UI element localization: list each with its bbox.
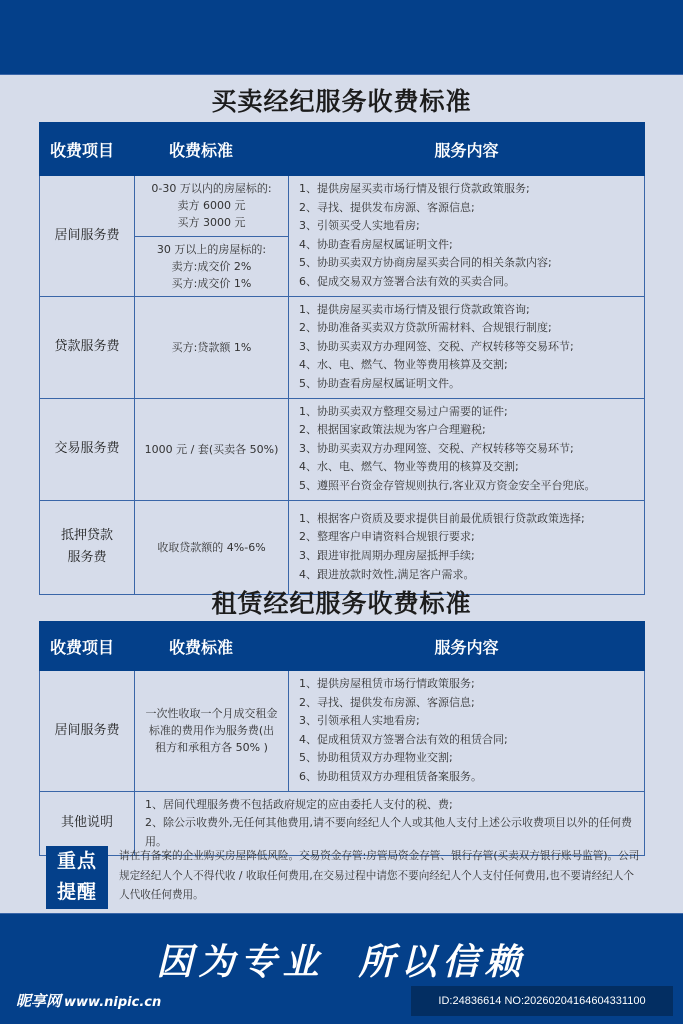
table-row [40,398,645,500]
service-content [289,500,645,594]
watermark-brand: 昵享网 [16,992,62,1010]
fee-item: 居间服务费 [40,671,135,792]
sale-fee-table [39,122,645,595]
header-fee-item: 收费项目 [40,622,135,671]
service-line: 1、提供房屋买卖市场行情及银行贷款政策咨询; [299,302,530,316]
footer-banner [0,913,683,1024]
service-line: 3、协助买卖双方办理网签、交税、产权转移等交易环节; [299,441,574,455]
fee-item-line: 服务费 [67,550,107,565]
service-content [289,176,645,297]
header-fee-item: 收费项目 [40,123,135,176]
top-banner [0,0,683,75]
rent-fee-table [39,621,645,856]
service-line: 2、寻找、提供发布房源、客源信息; [299,695,475,709]
fee-item: 居间服务费 [40,176,135,297]
service-line: 1、协助买卖双方整理交易过户需要的证件; [299,404,508,418]
service-line: 4、跟进放款时效性,满足客户需求。 [299,567,475,581]
service-line: 4、水、电、燃气、物业等费用的核算及交割; [299,460,519,474]
reminder-badge-line: 提醒 [56,881,97,903]
standard-line: 30 万以上的房屋标的: [156,242,267,256]
service-content [289,296,645,398]
service-line: 2、整理客户申请资料合规银行要求; [299,530,475,544]
fee-item [40,500,135,594]
fee-standard: 1000 元 / 套(买卖各 50%) [135,398,289,500]
slogan-part: 所以信赖 [358,941,527,983]
standard-line: 买方:成交价 1% [171,276,252,290]
table-row [40,500,645,594]
rent-section-title: 租赁经纪服务收费标准 [211,589,472,618]
service-line: 5、协助查看房屋权属证明文件。 [299,376,460,390]
watermark-id: ID:24836614 NO:20260204164604331100 [411,986,673,1016]
service-line: 1、提供房屋买卖市场行情及银行贷款政策服务; [299,182,530,195]
header-fee-standard: 收费标准 [135,622,289,671]
standard-line: 卖方:成交价 2% [171,259,252,273]
service-line: 5、协助买卖双方协商房屋买卖合同的相关条款内容; [299,256,552,270]
note-line: 2、除公示收费外,无任何其他费用,请不要向经纪人个人或其他人支付上述公示收费项目以外的任何费用。 [145,816,632,848]
slogan [0,934,683,985]
header-service-content: 服务内容 [289,123,645,176]
service-line: 3、跟进审批周期办理房屋抵押手续; [299,549,475,562]
fee-standard: 收取贷款额的 4%-6% [135,500,289,594]
notes-label: 其他说明 [40,791,135,856]
service-line: 4、协助查看房屋权属证明文件; [299,237,453,251]
standard-line: 0-30 万以内的房屋标的: [151,182,272,196]
fee-item: 贷款服务费 [40,296,135,398]
standard-line: 一次性收取一个月成交租金 [145,707,278,721]
fee-standard [135,176,289,237]
watermark-url: www.nipic.cn [64,995,162,1010]
service-content [289,398,645,500]
standard-line: 卖方 6000 元 [177,199,246,213]
sale-section-title: 买卖经纪服务收费标准 [211,87,472,116]
reminder-box [39,845,644,911]
reminder-badge [46,846,108,909]
service-line: 2、寻找、提供发布房源、客源信息; [299,200,475,214]
service-line: 2、协助准备买卖双方贷款所需材料、合规银行制度; [299,321,552,335]
standard-line: 买方 3000 元 [177,216,246,230]
standard-line: 租方和承租方各 50% ) [155,741,268,755]
fee-standard [135,236,289,296]
note-line: 1、居间代理服务费不包括政府规定的应由委托人支付的税、费; [145,797,453,811]
table-row [40,671,645,792]
fee-item: 交易服务费 [40,398,135,500]
service-line: 4、水、电、燃气、物业等费用核算及交割; [299,358,508,372]
service-line: 1、根据客户资质及要求提供目前最优质银行贷款政策选择; [299,511,585,525]
service-line: 1、提供房屋租赁市场行情政策服务; [299,677,475,690]
service-line: 3、引领买受人实地看房; [299,219,420,233]
slogan-part: 因为专业 [156,941,325,983]
reminder-badge-line: 重点 [56,850,97,872]
header-service-content: 服务内容 [289,622,645,671]
service-line: 6、协助租赁双方办理租赁备案服务。 [299,769,482,783]
fee-standard: 买方:贷款额 1% [135,296,289,398]
service-line: 5、遵照平台资金存管规则执行,客业双方资金安全平台兜底。 [299,478,596,492]
table-header-row [40,622,645,671]
service-line: 3、引领承租人实地看房; [299,714,420,728]
table-row [40,176,645,237]
header-fee-standard: 收费标准 [135,123,289,176]
table-header-row [40,123,645,176]
reminder-text: 请在有备案的企业购买房屋降低风险。交易资金存管:房管局资金存管、银行存管(买卖双方银行账号监管)。公司规定经纪人个人不得代收 / 收取任何费用,在交易过程中请您不要向经纪人个人支付任何费用,也不要请经纪人个人代收任何费用。 [119,850,640,901]
fee-standard [135,671,289,792]
fee-item-line: 抵押贷款 [60,528,113,543]
service-line: 6、促成交易双方签署合法有效的买卖合同。 [299,274,515,288]
service-line: 4、促成租赁双方签署合法有效的租赁合同; [299,732,508,746]
table-row [40,296,645,398]
service-line: 3、协助买卖双方办理网签、交税、产权转移等交易环节; [299,339,574,353]
service-content [289,671,645,792]
watermark-logo [16,990,161,1011]
service-line: 5、协助租赁双方办理物业交割; [299,751,453,765]
service-line: 2、根据国家政策法规为客户合理避税; [299,423,486,437]
standard-line: 标准的费用作为服务费(出 [148,724,275,738]
